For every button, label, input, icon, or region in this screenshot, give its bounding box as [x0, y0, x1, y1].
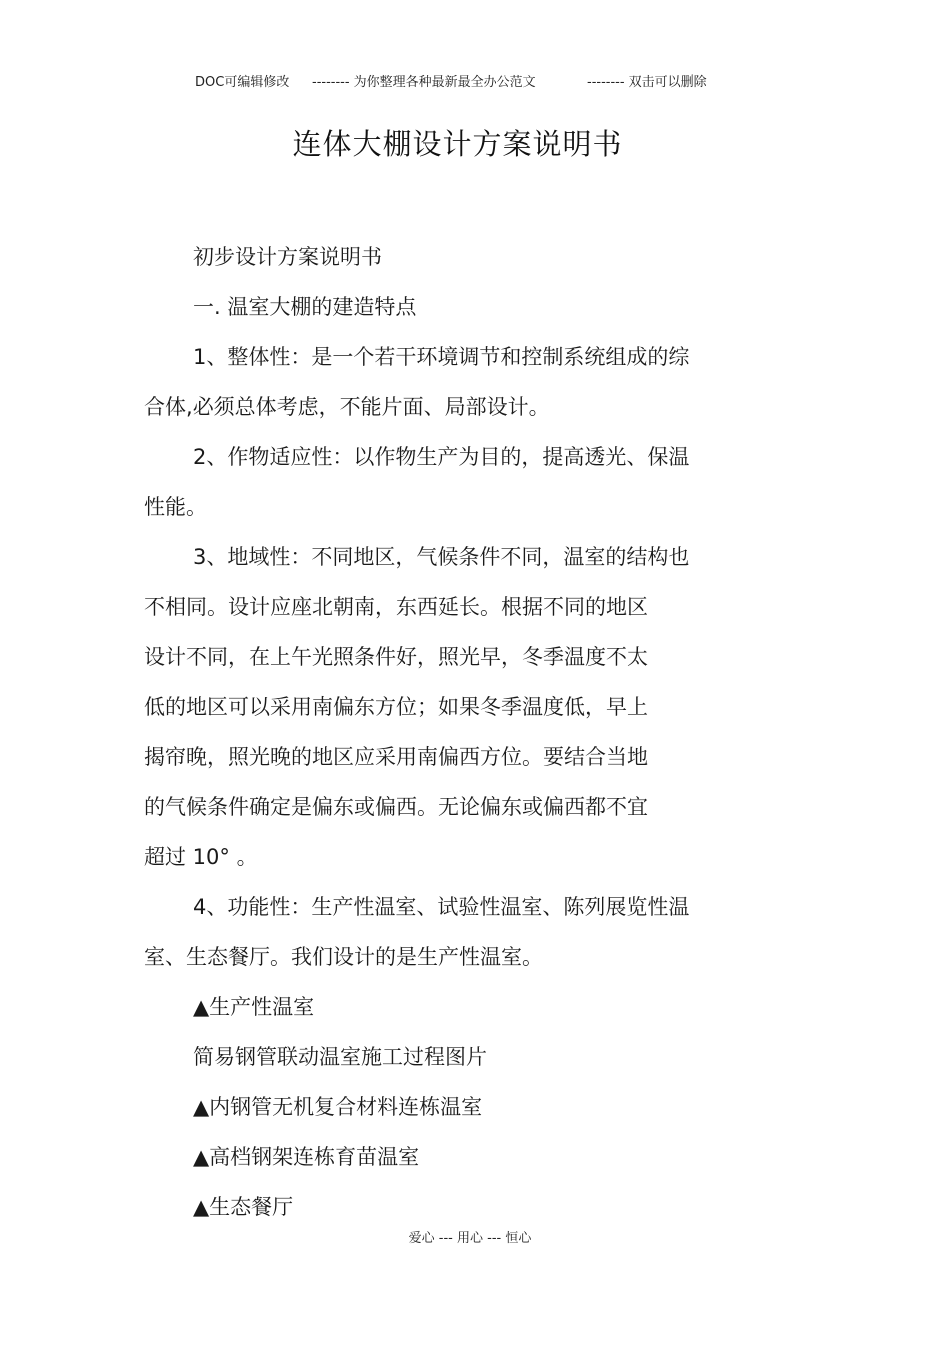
list-item: 简易钢管联动温室施工过程图片 — [193, 1045, 487, 1069]
paragraph-line — [144, 392, 550, 422]
text-segment: 餐厅。我们设计的是生产性温室。 — [228, 945, 543, 969]
paragraph-line — [144, 692, 648, 722]
list-item: ▲内钢管无机复合材料连栋温室 — [193, 1095, 483, 1119]
text-segment: 低的地区可以采用南偏东 — [144, 695, 375, 719]
list-item: ▲生态餐厅 — [193, 1195, 294, 1219]
paragraph-line — [144, 592, 648, 622]
page-header — [0, 73, 950, 93]
paragraph-line — [144, 642, 648, 672]
header-middle-text: -------- 为你整理各种最新最全办公范文 — [312, 75, 536, 90]
section-heading: 一. 温室大棚的建造特点 — [193, 295, 417, 319]
paragraph-line — [144, 792, 648, 822]
text-segment: 设计不同，在上午 — [144, 645, 312, 669]
intro-line: 初步设计方案说明书 — [193, 245, 382, 269]
text-segment: 室、生态 — [144, 945, 228, 969]
text-segment: 合体, — [144, 395, 193, 419]
paragraph-line: 3、地域性：不同地区，气候条件不同，温室的结构也 — [193, 545, 690, 569]
paragraph-line: 2、作物适应性：以作物生产为目的，提高透光、保温 — [193, 445, 690, 469]
header-left-text: DOC可编辑修改 — [195, 75, 290, 90]
paragraph-line: 1、整体性：是一个若干环境调节和控制系统组成的综 — [193, 345, 690, 369]
document-title: 连体大棚设计方案说明书 — [292, 127, 623, 161]
paragraph-line — [144, 742, 648, 772]
text-segment: 必须总体考虑，不能片面、局部设计。 — [192, 395, 550, 419]
footer-text: 爱心 --- 用心 --- 恒心 — [408, 1231, 532, 1246]
list-item: ▲生产性温室 — [193, 995, 315, 1019]
paragraph-line: 超过 10° 。 — [144, 845, 258, 869]
text-segment: 偏西方位。要结合当地 — [438, 745, 648, 769]
text-segment: 不相同。设 — [144, 595, 249, 619]
header-right-text: -------- 双击可以删除 — [587, 75, 707, 90]
text-segment: 的气候条件确定是偏东或偏西。无论偏 — [144, 795, 501, 819]
text-segment: 方位；如果冬季温度低，早上 — [375, 695, 648, 719]
paragraph-line: 性能。 — [144, 495, 207, 519]
text-segment: 计应座北朝南，东西延长。根据不同的地区 — [249, 595, 648, 619]
paragraph-line — [144, 942, 543, 972]
text-segment: 揭帘晚，照光晚的地区应采用南 — [144, 745, 438, 769]
text-segment: 东或偏西都不宜 — [501, 795, 648, 819]
page-footer — [0, 1229, 950, 1249]
list-item: ▲高档钢架连栋育苗温室 — [193, 1145, 420, 1169]
paragraph-line: 4、功能性：生产性温室、试验性温室、陈列展览性温 — [193, 895, 690, 919]
text-segment: 光照条件好，照光早，冬季温度不太 — [312, 645, 648, 669]
